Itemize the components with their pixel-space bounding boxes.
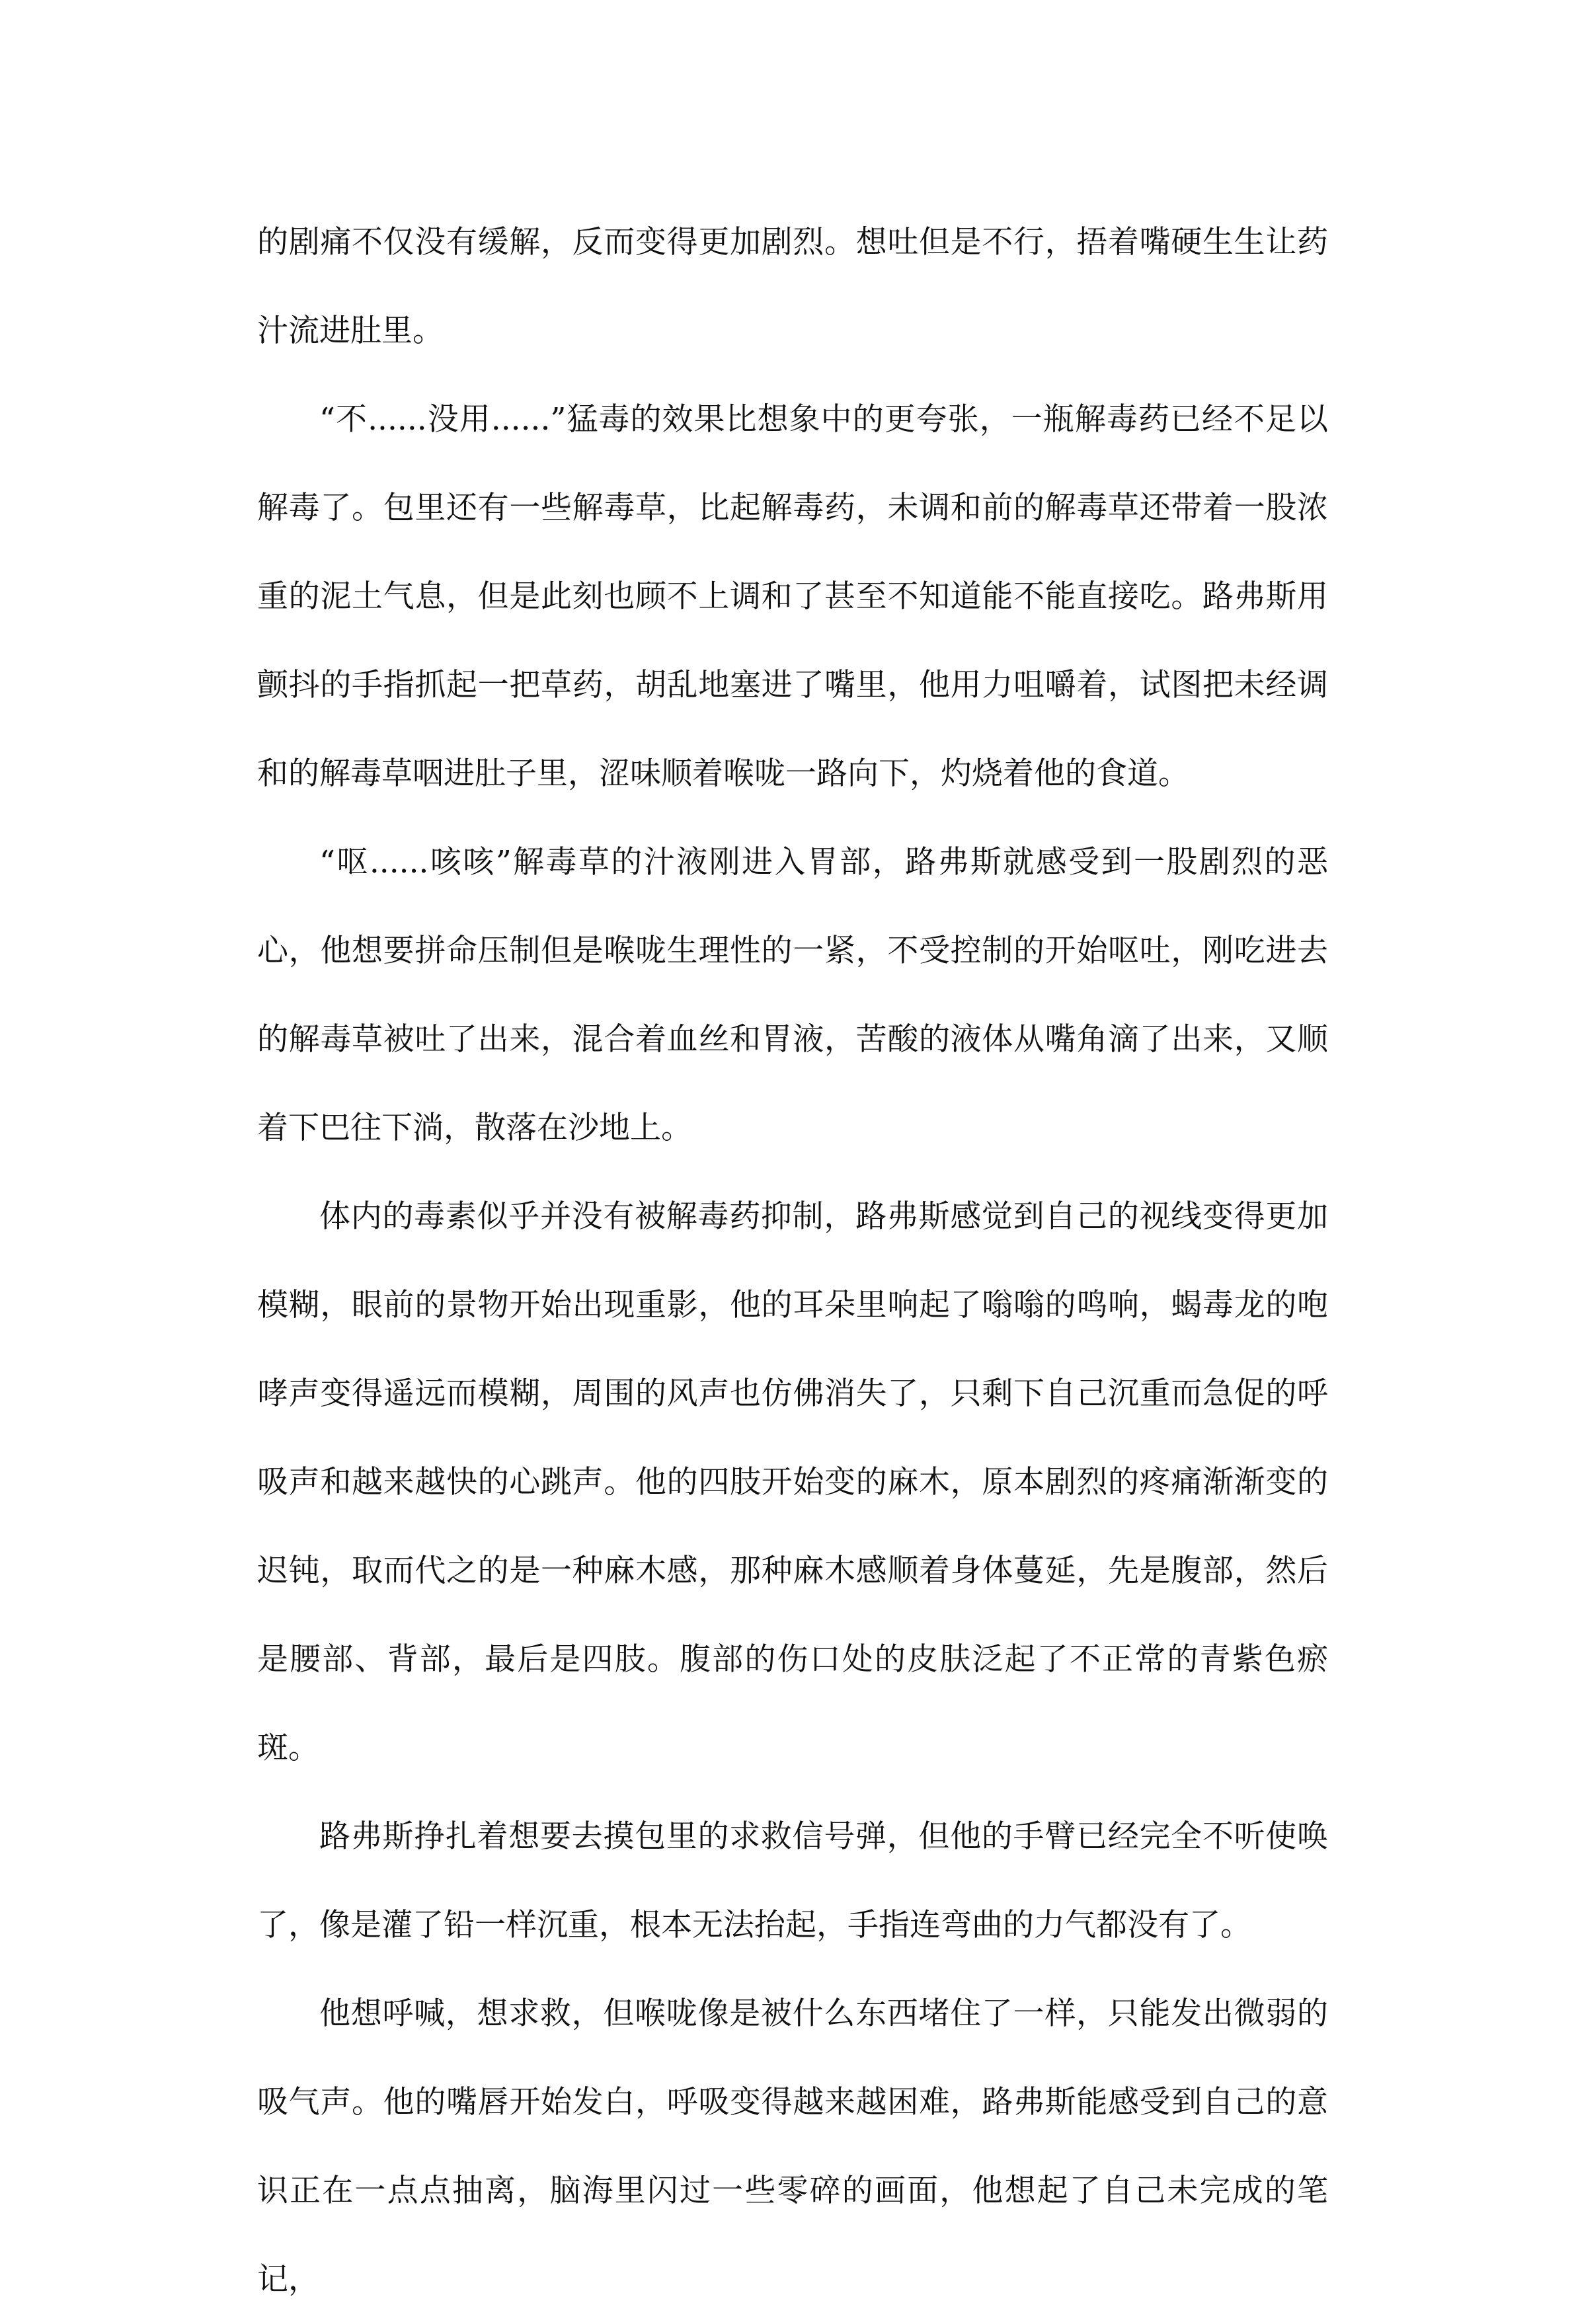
paragraph: “呕......咳咳”解毒草的汁液刚进入胃部，路弗斯就感受到一股剧烈的恶心，他想要拼命压制但是喉咙生理性的一紧，不受控制的开始呕吐，刚吃进去的解毒草被吐了出来，混合着血丝和胃液，苦酸的液体从嘴角滴了出来，又顺着下巴往下淌，散落在沙地上。 bbox=[257, 844, 1328, 1146]
paragraph: 他想呼喊，想求救，但喉咙像是被什么东西堵住了一样，只能发出微弱的吸气声。他的嘴唇开始发白，呼吸变得越来越困难，路弗斯能感受到自己的意识正在一点点抽离，脑海里闪过一些零碎的画面，他想起了自己未完成的笔记， bbox=[257, 1995, 1328, 2298]
paragraph: “不......没用......”猛毒的效果比想象中的更夸张，一瓶解毒药已经不足以解毒了。包里还有一些解毒草，比起解毒药，未调和前的解毒草还带着一股浓重的泥土气息，但是此刻也顾不上调和了甚至不知道能不能直接吃。路弗斯用颤抖的手指抓起一把草药，胡乱地塞进了嘴里，他用力咀嚼着，试图把未经调和的解毒草咽进肚子里，涩味顺着喉咙一路向下，灼烧着他的食道。 bbox=[257, 401, 1328, 792]
paragraph-continuation: 的剧痛不仅没有缓解，反而变得更加剧烈。想吐但是不行，捂着嘴硬生生让药汁流进肚里。 bbox=[257, 224, 1328, 349]
paragraph: 路弗斯挣扎着想要去摸包里的求救信号弹，但他的手臂已经完全不听使唤了，像是灌了铅一样沉重，根本无法抬起，手指连弯曲的力气都没有了。 bbox=[257, 1818, 1328, 1943]
body-text bbox=[257, 198, 1328, 2324]
paragraph: 体内的毒素似乎并没有被解毒药抑制，路弗斯感觉到自己的视线变得更加模糊，眼前的景物开始出现重影，他的耳朵里响起了嗡嗡的鸣响，蝎毒龙的咆哮声变得遥远而模糊，周围的风声也仿佛消失了，只剩下自己沉重而急促的呼吸声和越来越快的心跳声。他的四肢开始变的麻木，原本剧烈的疼痛渐渐变的迟钝，取而代之的是一种麻木感，那种麻木感顺着身体蔓延，先是腹部，然后是腰部、背部，最后是四肢。腹部的伤口处的皮肤泛起了不正常的青紫色瘀斑。 bbox=[257, 1198, 1328, 1766]
